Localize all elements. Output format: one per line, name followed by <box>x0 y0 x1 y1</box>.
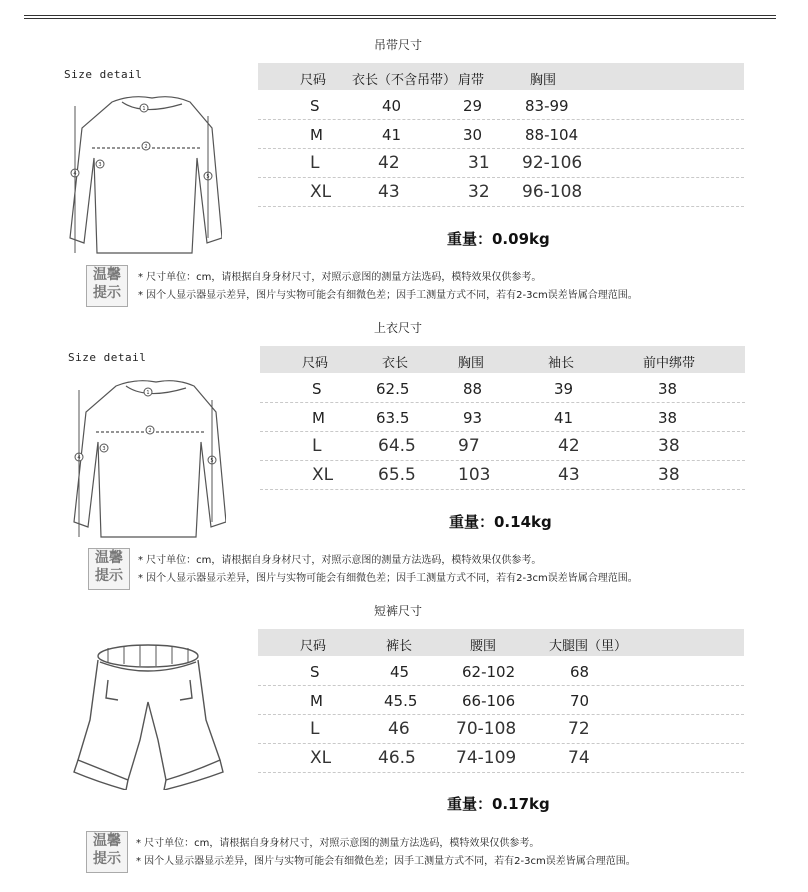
cell-size: L <box>310 719 320 739</box>
cell-bust: 103 <box>458 465 491 485</box>
header-sleeve: 袖长 <box>548 356 575 371</box>
marker-3: 3 <box>102 446 106 452</box>
cell-tie: 38 <box>658 465 680 485</box>
cell-thigh: 72 <box>568 719 590 739</box>
cell-bust: 97 <box>458 436 480 456</box>
cell-length: 45 <box>390 663 410 681</box>
cell-bust: 88-104 <box>525 126 579 144</box>
cell-length: 43 <box>378 182 400 202</box>
cell-waist: 74-109 <box>456 748 517 768</box>
tip-line-1: 温馨 <box>93 267 121 283</box>
table-row <box>258 178 744 207</box>
cell-size: L <box>312 436 322 456</box>
section-title: 短裤尺寸 <box>374 604 423 618</box>
top-divider <box>24 15 776 16</box>
cell-length: 64.5 <box>378 436 416 456</box>
marker-2: 2 <box>144 144 148 150</box>
tip-badge <box>86 831 128 873</box>
table-row <box>258 686 744 715</box>
cell-size: S <box>312 380 322 398</box>
cell-length: 45.5 <box>384 692 418 710</box>
cell-thigh: 70 <box>570 692 590 710</box>
note-unit: * 尺寸单位：cm，请根据自身身材尺寸，对照示意图的测量方法选码，模特效果仅供参考。 <box>138 555 542 566</box>
header-size: 尺码 <box>302 356 329 371</box>
note-unit: * 尺寸单位：cm，请根据自身身材尺寸，对照示意图的测量方法选码，模特效果仅供参考。 <box>136 838 540 849</box>
marker-2: 2 <box>148 428 152 434</box>
table-row <box>258 657 744 686</box>
table-row <box>258 91 744 120</box>
cell-tie: 38 <box>658 380 678 398</box>
header-size: 尺码 <box>300 639 327 654</box>
header-length: 衣长（不含吊带） <box>352 73 457 88</box>
cell-bust: 96-108 <box>522 182 583 202</box>
weight-label: 重量：0.17kg <box>447 795 550 813</box>
cell-size: L <box>310 153 320 173</box>
header-size: 尺码 <box>300 73 327 88</box>
tip-badge <box>86 265 128 307</box>
tip-line-1: 温馨 <box>95 550 123 566</box>
note-unit: * 尺寸单位：cm，请根据自身身材尺寸，对照示意图的测量方法选码，模特效果仅供参考。 <box>138 272 542 283</box>
size-detail-label: Size detail <box>64 68 143 81</box>
note-color: * 因个人显示器显示差异，图片与实物可能会有细微色差；因手工测量方式不同，若有2-3cm误差皆属合理范围。 <box>138 290 638 301</box>
section-title: 吊带尺寸 <box>374 38 423 52</box>
weight-label: 重量：0.09kg <box>447 230 550 248</box>
cell-strap: 32 <box>468 182 490 202</box>
tip-line-2: 提示 <box>93 851 121 867</box>
size-table <box>258 63 744 208</box>
weight-label: 重量：0.14kg <box>449 513 552 531</box>
tip-line-1: 温馨 <box>93 833 121 849</box>
garment-illustration <box>62 88 222 260</box>
marker-5: 5 <box>210 458 214 464</box>
marker-4: 4 <box>73 171 77 177</box>
table-row <box>260 461 745 490</box>
cell-size: XL <box>310 182 332 202</box>
cell-tie: 38 <box>658 436 680 456</box>
marker-1: 1 <box>146 390 150 396</box>
table-row <box>260 432 745 461</box>
cell-waist: 66-106 <box>462 692 516 710</box>
header-bust: 胸围 <box>458 356 485 371</box>
note-color: * 因个人显示器显示差异，图片与实物可能会有细微色差；因手工测量方式不同，若有2-3cm误差皆属合理范围。 <box>138 573 638 584</box>
size-table <box>260 346 745 491</box>
cell-length: 62.5 <box>376 380 410 398</box>
cell-waist: 62-102 <box>462 663 516 681</box>
cell-tie: 38 <box>658 409 678 427</box>
note-color: * 因个人显示器显示差异，图片与实物可能会有细微色差；因手工测量方式不同，若有2-3cm误差皆属合理范围。 <box>136 856 636 867</box>
table-row <box>258 715 744 744</box>
cell-length: 63.5 <box>376 409 410 427</box>
cell-size: XL <box>312 465 334 485</box>
header-strap: 肩带 <box>458 73 485 88</box>
cell-thigh: 74 <box>568 748 590 768</box>
table-row <box>260 374 745 403</box>
cell-length: 41 <box>382 126 402 144</box>
cell-length: 46 <box>388 719 410 739</box>
header-tie: 前中绑带 <box>643 356 696 371</box>
cell-sleeve: 41 <box>554 409 574 427</box>
cell-bust: 83-99 <box>525 97 569 115</box>
table-header <box>258 629 744 656</box>
header-thigh: 大腿围（里） <box>549 639 628 654</box>
cell-bust: 93 <box>463 409 483 427</box>
table-row <box>260 403 745 432</box>
cell-length: 65.5 <box>378 465 416 485</box>
cell-strap: 31 <box>468 153 490 173</box>
table-header <box>258 63 744 90</box>
section-title: 上衣尺寸 <box>374 321 423 335</box>
cell-size: XL <box>310 748 332 768</box>
table-row <box>258 120 744 149</box>
cell-waist: 70-108 <box>456 719 517 739</box>
shorts-illustration <box>68 640 228 790</box>
cell-size: M <box>310 692 323 710</box>
size-table <box>258 629 744 774</box>
cell-size: S <box>310 97 320 115</box>
header-bust: 胸围 <box>530 73 557 88</box>
cell-sleeve: 43 <box>558 465 580 485</box>
top-divider-2 <box>24 18 776 19</box>
tip-line-2: 提示 <box>95 568 123 584</box>
cell-size: M <box>310 126 323 144</box>
cell-bust: 92-106 <box>522 153 583 173</box>
cell-bust: 88 <box>463 380 483 398</box>
cell-strap: 30 <box>463 126 483 144</box>
marker-4: 4 <box>77 455 81 461</box>
header-waist: 腰围 <box>470 639 497 654</box>
tip-line-2: 提示 <box>93 285 121 301</box>
tip-badge <box>88 548 130 590</box>
garment-illustration <box>66 372 226 544</box>
marker-5: 5 <box>206 174 210 180</box>
cell-strap: 29 <box>463 97 483 115</box>
marker-3: 3 <box>98 162 102 168</box>
header-length: 裤长 <box>386 639 413 654</box>
cell-length: 42 <box>378 153 400 173</box>
cell-size: M <box>312 409 325 427</box>
cell-length: 46.5 <box>378 748 416 768</box>
size-detail-label: Size detail <box>68 351 147 364</box>
table-row <box>258 744 744 773</box>
cell-length: 40 <box>382 97 402 115</box>
header-length: 衣长 <box>382 356 409 371</box>
cell-size: S <box>310 663 320 681</box>
cell-sleeve: 42 <box>558 436 580 456</box>
cell-thigh: 68 <box>570 663 590 681</box>
cell-sleeve: 39 <box>554 380 574 398</box>
marker-1: 1 <box>142 106 146 112</box>
table-row <box>258 149 744 178</box>
